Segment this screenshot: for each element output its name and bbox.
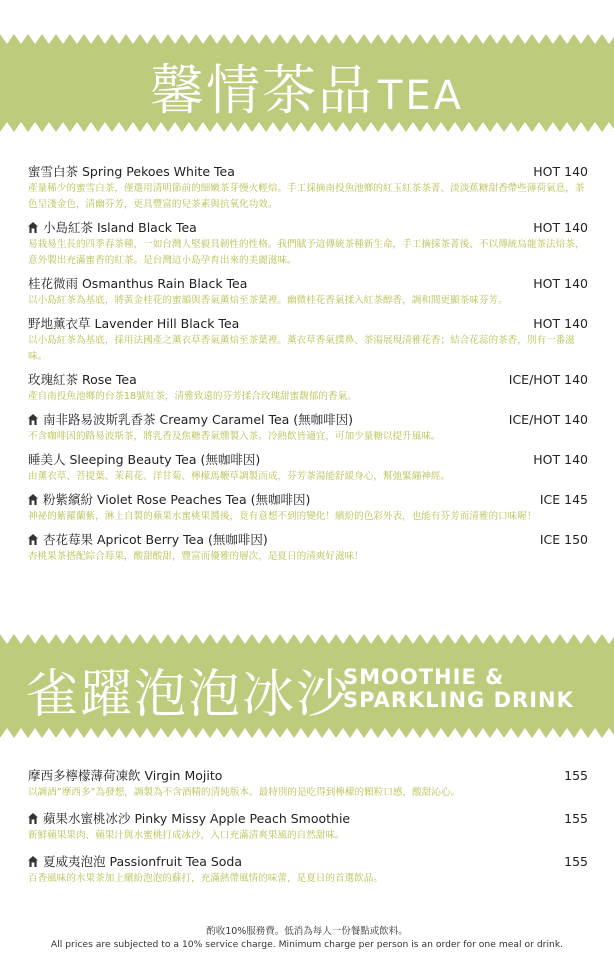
- menu-item-name: [28, 371, 509, 388]
- menu-item: [28, 810, 588, 844]
- menu-item-name: [28, 163, 533, 180]
- menu-item-name-text: 睡美人 Sleeping Beauty Tea (無咖啡因): [28, 452, 261, 467]
- footer-note-zh: 酌收10%服務費。低消為每人一份餐點或飲料。: [206, 926, 408, 937]
- menu-item-price: ICE/HOT 140: [508, 372, 588, 387]
- menu-item-name-text: 夏威夷泡泡 Passionfruit Tea Soda: [43, 854, 242, 869]
- menu-item-name-text: 野地薰衣草 Lavender Hill Black Tea: [28, 316, 240, 331]
- menu-item-price: 155: [564, 811, 588, 826]
- tea-title-zh: 馨情茶品: [149, 59, 374, 122]
- menu-item-description: 新鮮蘋果果肉、蘋果汁與水蜜桃打成冰沙，入口充滿清爽果風的自然甜味。: [28, 830, 345, 841]
- smoothie-title-en: [343, 666, 574, 712]
- menu-item-price: ICE 150: [539, 532, 588, 547]
- menu-item-name: [28, 531, 540, 548]
- menu-item-description: 以調酒”摩西多”為發想，調製為不含酒精的清純版本。最特別的是吃得到檸檬的顆粒口感，酸甜沁心。: [28, 787, 461, 798]
- menu-item-row: [28, 810, 588, 827]
- smoothie-section-banner: [0, 634, 614, 738]
- menu-item-name-text: 蘋果水蜜桃冰沙 Pinky Missy Apple Peach Smoothie: [43, 811, 351, 826]
- menu-item-row: [28, 853, 588, 870]
- menu-item-row: [28, 411, 588, 428]
- menu-item-description: 易栽易生長的四季春茶種，一如台灣人堅毅具韌性的性格。我們賦予這傳統茶種新生命，手工摘採茶菁後、不以傳統烏龍茶法焙茶，意外製出充滿蜜香的紅茶。是台灣這小島孕育出來的美麗滋味。: [28, 239, 585, 266]
- menu-item-price: ICE 145: [539, 492, 588, 507]
- smoothie-title-en-line1: SMOOTHIE &: [343, 665, 505, 689]
- menu-item: [28, 531, 588, 565]
- menu-item-row: [28, 219, 588, 236]
- menu-item-row: [28, 767, 588, 784]
- zigzag-border-bottom: [0, 726, 614, 738]
- menu-item: [28, 853, 588, 887]
- menu-item-name: [28, 767, 564, 784]
- menu-item-row: [28, 315, 588, 332]
- house-icon: [28, 534, 38, 545]
- menu-item-name: [28, 315, 533, 332]
- menu-item-price: HOT 140: [533, 316, 588, 331]
- menu-item-row: [28, 491, 588, 508]
- house-icon: [28, 856, 38, 867]
- menu-item: [28, 491, 588, 525]
- menu-item: [28, 371, 588, 405]
- tea-menu-list: [28, 163, 588, 565]
- menu-item: [28, 767, 588, 801]
- house-icon: [28, 494, 38, 505]
- menu-item-description: 產量稀少的蜜雪白茶，僅選用清明節前的細嫩茶芽慢火輕焙。手工採摘南投魚池鄉的紅玉紅茶茶菁、淡淡蕉糖甜香帶些薄荷氣息，茶色呈淺金色，清幽芬芳，更具豐富的兒茶素與抗氧化功效。: [28, 183, 585, 210]
- tea-section-title: [0, 48, 614, 125]
- menu-item-name: [28, 219, 533, 236]
- menu-item-description: 杏桃果茶搭配綜合莓果，酸甜酸甜，豐富而優雅的層次，是夏日的清爽好滋味！: [28, 551, 364, 562]
- menu-item-row: [28, 371, 588, 388]
- menu-item-row: [28, 531, 588, 548]
- zigzag-border-top: [0, 34, 614, 46]
- menu-item-row: [28, 275, 588, 292]
- zigzag-border-bottom: [0, 120, 614, 132]
- footer: [0, 925, 614, 951]
- smoothie-title-zh: 雀躍泡泡冰沙: [26, 665, 351, 725]
- menu-item-price: 155: [564, 768, 588, 783]
- menu-item-name-text: 南非路易波斯乳香茶 Creamy Caramel Tea (無咖啡因): [43, 412, 354, 427]
- menu-item-name-text: 蜜雪白茶 Spring Pekoes White Tea: [28, 164, 235, 179]
- house-icon: [28, 813, 38, 824]
- menu-item: [28, 411, 588, 445]
- menu-item: [28, 451, 588, 485]
- menu-item-name-text: 杏花莓果 Apricot Berry Tea (無咖啡因): [43, 532, 268, 547]
- menu-item-row: [28, 163, 588, 180]
- menu-item-name-text: 粉紫繽紛 Violet Rose Peaches Tea (無咖啡因): [43, 492, 311, 507]
- menu-item: [28, 219, 588, 269]
- menu-item-description: 產自南投魚池鄉的台茶18號紅茶，清雅致遠的芬芳揉合玫瑰甜蜜馥郁的香氣。: [28, 391, 357, 402]
- menu-item-price: HOT 140: [533, 164, 588, 179]
- menu-item-name: [28, 810, 564, 827]
- menu-item-description: 由薰衣草、菩提葉、茉莉花、洋甘菊、檸檬馬鞭草調製而成，芬芳茶湯能舒緩身心，幫弛緊繃神經。: [28, 471, 451, 482]
- menu-item-name: [28, 491, 540, 508]
- menu-item-description: 不含咖啡因的路易波斯茶，將乳香及焦糖香氣燻製入茶。冷熱飲皆適宜，可加少量糖以提升風味。: [28, 431, 441, 442]
- zigzag-border-top: [0, 634, 614, 646]
- menu-item: [28, 315, 588, 365]
- menu-item-name: [28, 275, 533, 292]
- menu-item-name-text: 小島紅茶 Island Black Tea: [43, 220, 197, 235]
- smoothie-menu-list: [28, 767, 588, 887]
- menu-item-price: 155: [564, 854, 588, 869]
- footer-note-en: All prices are subjected to a 10% service charge. Minimum charge per person is an order for one meal or drink.: [50, 939, 564, 950]
- tea-title-en: TEA: [377, 73, 465, 119]
- menu-item: [28, 163, 588, 213]
- house-icon: [28, 222, 38, 233]
- menu-item-name: [28, 411, 509, 428]
- house-icon: [28, 414, 38, 425]
- menu-item: [28, 275, 588, 309]
- menu-item-name-text: 摩西多檸檬薄荷凍飲 Virgin Mojito: [28, 768, 223, 783]
- smoothie-title-en-line2: SPARKLING DRINK: [343, 688, 574, 712]
- menu-item-price: ICE/HOT 140: [508, 412, 588, 427]
- tea-section-banner: [0, 34, 614, 132]
- menu-item-name-text: 桂花微雨 Osmanthus Rain Black Tea: [28, 276, 248, 291]
- menu-item-name: [28, 853, 564, 870]
- menu-item-name: [28, 451, 533, 468]
- menu-item-row: [28, 451, 588, 468]
- menu-item-price: HOT 140: [533, 276, 588, 291]
- menu-item-description: 以小島紅茶為基底，採用法國產之薰衣草香氣薰焙至茶葉裡。薰衣草香氣撲鼻、茶湯展現清雅花香；結合花蕊的茶香，別有一番滋味。: [28, 335, 575, 362]
- menu-item-description: 百香風味的水果茶加上繽紛泡泡的蘇打，充滿熱帶風情的味蕾，是夏日的首選飲品。: [28, 873, 383, 884]
- menu-item-price: HOT 140: [533, 220, 588, 235]
- menu-item-description: 以小島紅茶為基底，將黃金桂花的蜜韻與香氣薰焙至茶葉裡。幽微桂花香氣揉入紅茶醇香，調和間更顯茶味芬芳。: [28, 295, 508, 306]
- menu-item-name-text: 玫瑰紅茶 Rose Tea: [28, 372, 137, 387]
- menu-item-price: HOT 140: [533, 452, 588, 467]
- menu-item-description: 神祕的紫羅蘭紫，淋上自製的蘋果水蜜桃果醬後，竟有意想不到的變化！繽紛的色彩外表，也能有芬芳而清雅的口味喔！: [28, 511, 537, 522]
